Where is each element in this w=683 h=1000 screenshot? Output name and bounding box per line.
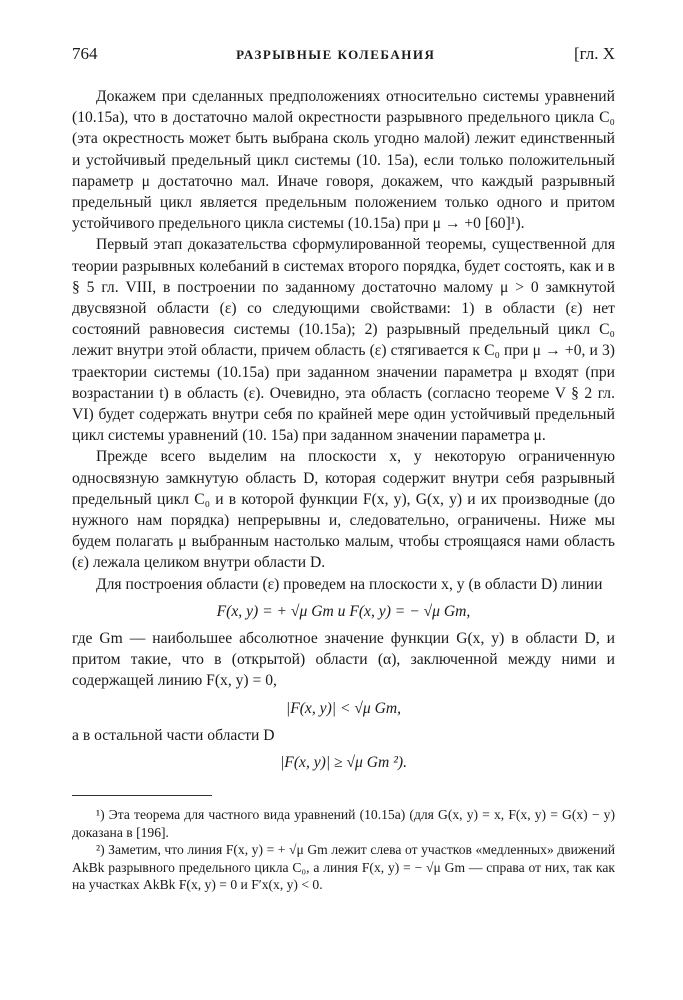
formula-boundary-lines: F(x, y) = + √μ Gm и F(x, y) = − √μ Gm, bbox=[216, 602, 471, 620]
paragraph-1: Докажем при сделанных предположениях относительно системы уравнений (10.15а), что в достаточно малой окрестности разрывного предельного цикла C₀ (эта окрестность может быть выбрана сколь угодно малой) лежит единственный и устойчивый предельный цикл системы (10. 15а), если только положительный параметр μ достаточно мал. Иначе говоря, докажем, что каждый разрывный предельный цикл является предельным положением только одного и притом устойчивого предельного цикла системы (10.15а) при μ → +0 [60]¹). bbox=[72, 88, 615, 233]
paragraph-3: Прежде всего выделим на плоскости x, y некоторую ограниченную односвязную замкнутую область D, которая содержит внутри себя разрывный предельный цикл C₀ и в которой функции F(x, y), G(x, y) и их производные (до нужного нам порядка) непрерывны и, следовательно, ограничены. Ниже мы будем полагать μ выбранным настолько малым, чтобы строящаяся нами область (ε) лежала целиком внутри области D. bbox=[72, 448, 615, 572]
running-title: РАЗРЫВНЫЕ КОЛЕБАНИЯ bbox=[236, 47, 436, 62]
running-header bbox=[72, 44, 615, 74]
paragraph-4: Для построения области (ε) проведем на плоскости x, y (в области D) линии bbox=[96, 575, 603, 593]
paragraph-6: а в остальной части области D bbox=[72, 726, 275, 744]
footnote-2: ²) Заметим, что линия F(x, y) = + √μ Gm лежит слева от участков «медленных» движений AkBk разрывного предельного цикла C₀, а линия F(x, y) = − √μ Gm — справа от них, так как на участках AkBk F(x, y) = 0 и F′x(x, y) < 0. bbox=[72, 842, 615, 893]
footnote-divider bbox=[72, 795, 212, 796]
formula-inequality-outside: |F(x, y)| ≥ √μ Gm ²). bbox=[280, 754, 407, 772]
footnote-1: ¹) Эта теорема для частного вида уравнений (10.15а) (для G(x, y) = x, F(x, y) = G(x) − y) доказана в [196]. bbox=[72, 807, 615, 840]
paragraph-2: Первый этап доказательства сформулированной теоремы, существенной для теории разрывных колебаний в системах второго порядка, будет состоять, как и в § 5 гл. VIII, в построении по заданному достаточно малому μ > 0 замкнутой двусвязной области (ε) со следующими свойствами: 1) в области (ε) нет состояний равновесия системы (10.15а); 2) разрывный предельный цикл C₀ лежит внутри этой области, причем область (ε) стягивается к C₀ при μ → +0, и 3) траектории системы (10.15а) при заданном значении параметра μ входят (при возрастании t) в область (ε). Очевидно, эта область (согласно теореме V § 2 гл. VI) будет содержать внутри себя по крайней мере один устойчивый предельный цикл системы уравнений (10. 15а) при заданном значении параметра μ. bbox=[72, 236, 615, 445]
chapter-label: [гл. X bbox=[573, 44, 615, 63]
page-number: 764 bbox=[72, 44, 98, 63]
paragraph-5: где Gm — наибольшее абсолютное значение функции G(x, y) в области D, и притом такие, что в (открытой) области (α), заключенной между ними и содержащей линию F(x, y) = 0, bbox=[72, 630, 615, 690]
formula-inequality-inside: |F(x, y)| < √μ Gm, bbox=[285, 699, 402, 717]
